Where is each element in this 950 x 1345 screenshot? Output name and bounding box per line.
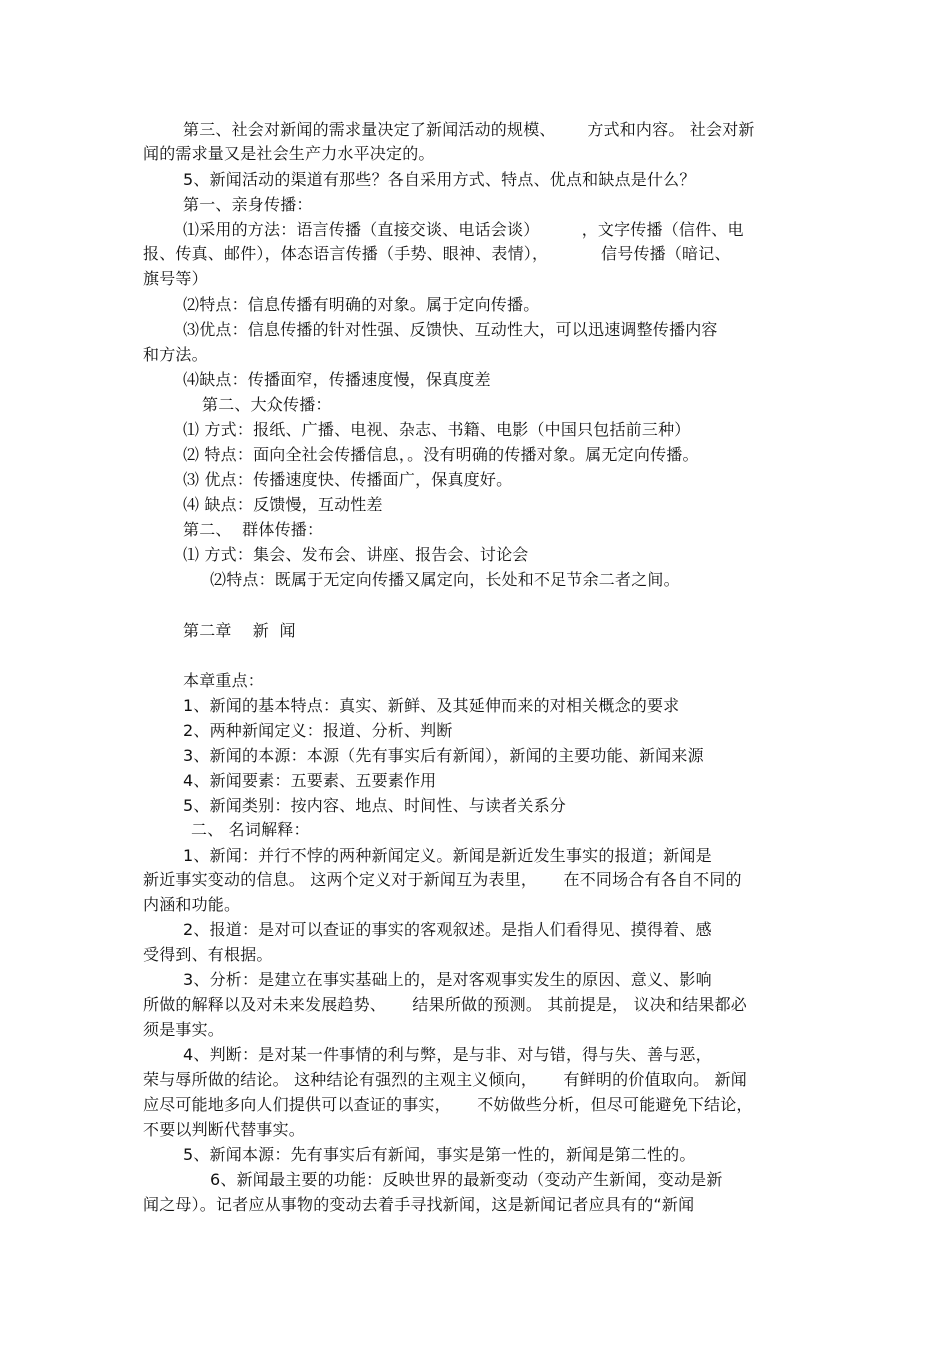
term-definition: 3、分析：是建立在事实基础上的，是对客观事实发生的原因、意义、影响: [183, 970, 712, 989]
term-definition: 1、新闻：并行不悖的两种新闻定义。新闻是新近发生事实的报道；新闻是: [183, 846, 712, 865]
section-heading: 第一、亲身传播：: [183, 195, 313, 214]
paragraph-line: 不要以判断代替事实。: [143, 1120, 306, 1139]
list-item: ⑵特点：信息传播有明确的对象。属于定向传播。: [183, 295, 540, 314]
chapter-title: 第二章 新 闻: [183, 621, 296, 640]
section-heading: 本章重点：: [183, 671, 265, 690]
paragraph-line: 旗号等）: [143, 269, 208, 288]
list-item: 3、新闻的本源：本源（先有事实后有新闻），新闻的主要功能、新闻来源: [183, 746, 704, 765]
section-heading: 二、 名词解释：: [191, 820, 310, 839]
paragraph-line: 闻的需求量又是社会生产力水平决定的。: [143, 144, 435, 163]
list-item: 4、新闻要素：五要素、五要素作用: [183, 771, 437, 790]
paragraph-line: 所做的解释以及对未来发展趋势、 结果所做的预测。 其前提是， 议决和结果都必: [143, 995, 748, 1014]
list-item: 1、新闻的基本特点：真实、新鲜、及其延伸而来的对相关概念的要求: [183, 696, 680, 715]
section-heading: 第二、 群体传播：: [183, 520, 324, 539]
question-heading: 5、新闻活动的渠道有那些？各自采用方式、特点、优点和缺点是什么？: [183, 170, 696, 189]
list-item: 5、新闻类别：按内容、地点、时间性、与读者关系分: [183, 796, 566, 815]
paragraph-line: 第三、社会对新闻的需求量决定了新闻活动的规模、 方式和内容。 社会对新: [183, 120, 755, 139]
term-definition: 5、新闻本源：先有事实后有新闻，事实是第一性的，新闻是第二性的。: [183, 1145, 696, 1164]
paragraph-line: 应尽可能地多向人们提供可以查证的事实， 不妨做些分析，但尽可能避免下结论，: [143, 1095, 753, 1114]
list-item: ⑷ 缺点：反馈慢，互动性差: [183, 495, 383, 514]
list-item: ⑵特点：既属于无定向传播又属定向，长处和不足节余二者之间。: [210, 570, 680, 589]
paragraph-line: 新近事实变动的信息。 这两个定义对于新闻互为表里， 在不同场合有各自不同的: [143, 870, 742, 889]
list-item: ⑵ 特点：面向全社会传播信息，。没有明确的传播对象。属无定向传播。: [183, 445, 699, 464]
term-definition: 2、报道：是对可以查证的事实的客观叙述。是指人们看得见、摸得着、感: [183, 920, 712, 939]
paragraph-line: 受得到、有根据。: [143, 945, 273, 964]
paragraph-line: 须是事实。: [143, 1020, 225, 1039]
list-item: ⑷缺点：传播面窄，传播速度慢，保真度差: [183, 370, 491, 389]
paragraph-line: 报、传真、邮件），体态语言传播（手势、眼神、表情）， 信号传播（暗记、: [143, 244, 731, 263]
section-heading: 第二、大众传播：: [202, 395, 332, 414]
list-item: ⑴ 方式：集会、发布会、讲座、报告会、讨论会: [183, 545, 529, 564]
list-item: ⑴ 方式：报纸、广播、电视、杂志、书籍、电影（中国只包括前三种）: [183, 420, 691, 439]
paragraph-line: 内涵和功能。: [143, 895, 241, 914]
paragraph-line: 荣与辱所做的结论。 这种结论有强烈的主观主义倾向， 有鲜明的价值取向。 新闻: [143, 1070, 748, 1089]
list-item: ⑶优点：信息传播的针对性强、反馈快、互动性大，可以迅速调整传播内容: [183, 320, 718, 339]
list-item: 2、两种新闻定义：报道、分析、判断: [183, 721, 453, 740]
paragraph-line: 闻之母）。记者应从事物的变动去着手寻找新闻，这是新闻记者应具有的“新闻: [143, 1195, 695, 1214]
term-definition: 6、新闻最主要的功能：反映世界的最新变动（变动产生新闻，变动是新: [210, 1170, 723, 1189]
list-item: ⑶ 优点：传播速度快、传播面广，保真度好。: [183, 470, 513, 489]
term-definition: 4、判断：是对某一件事情的利与弊，是与非、对与错，得与失、善与恶，: [183, 1045, 712, 1064]
paragraph-line: 和方法。: [143, 345, 208, 364]
list-item: ⑴采用的方法：语言传播（直接交谈、电话会谈） ，文字传播（信件、电: [183, 220, 744, 239]
